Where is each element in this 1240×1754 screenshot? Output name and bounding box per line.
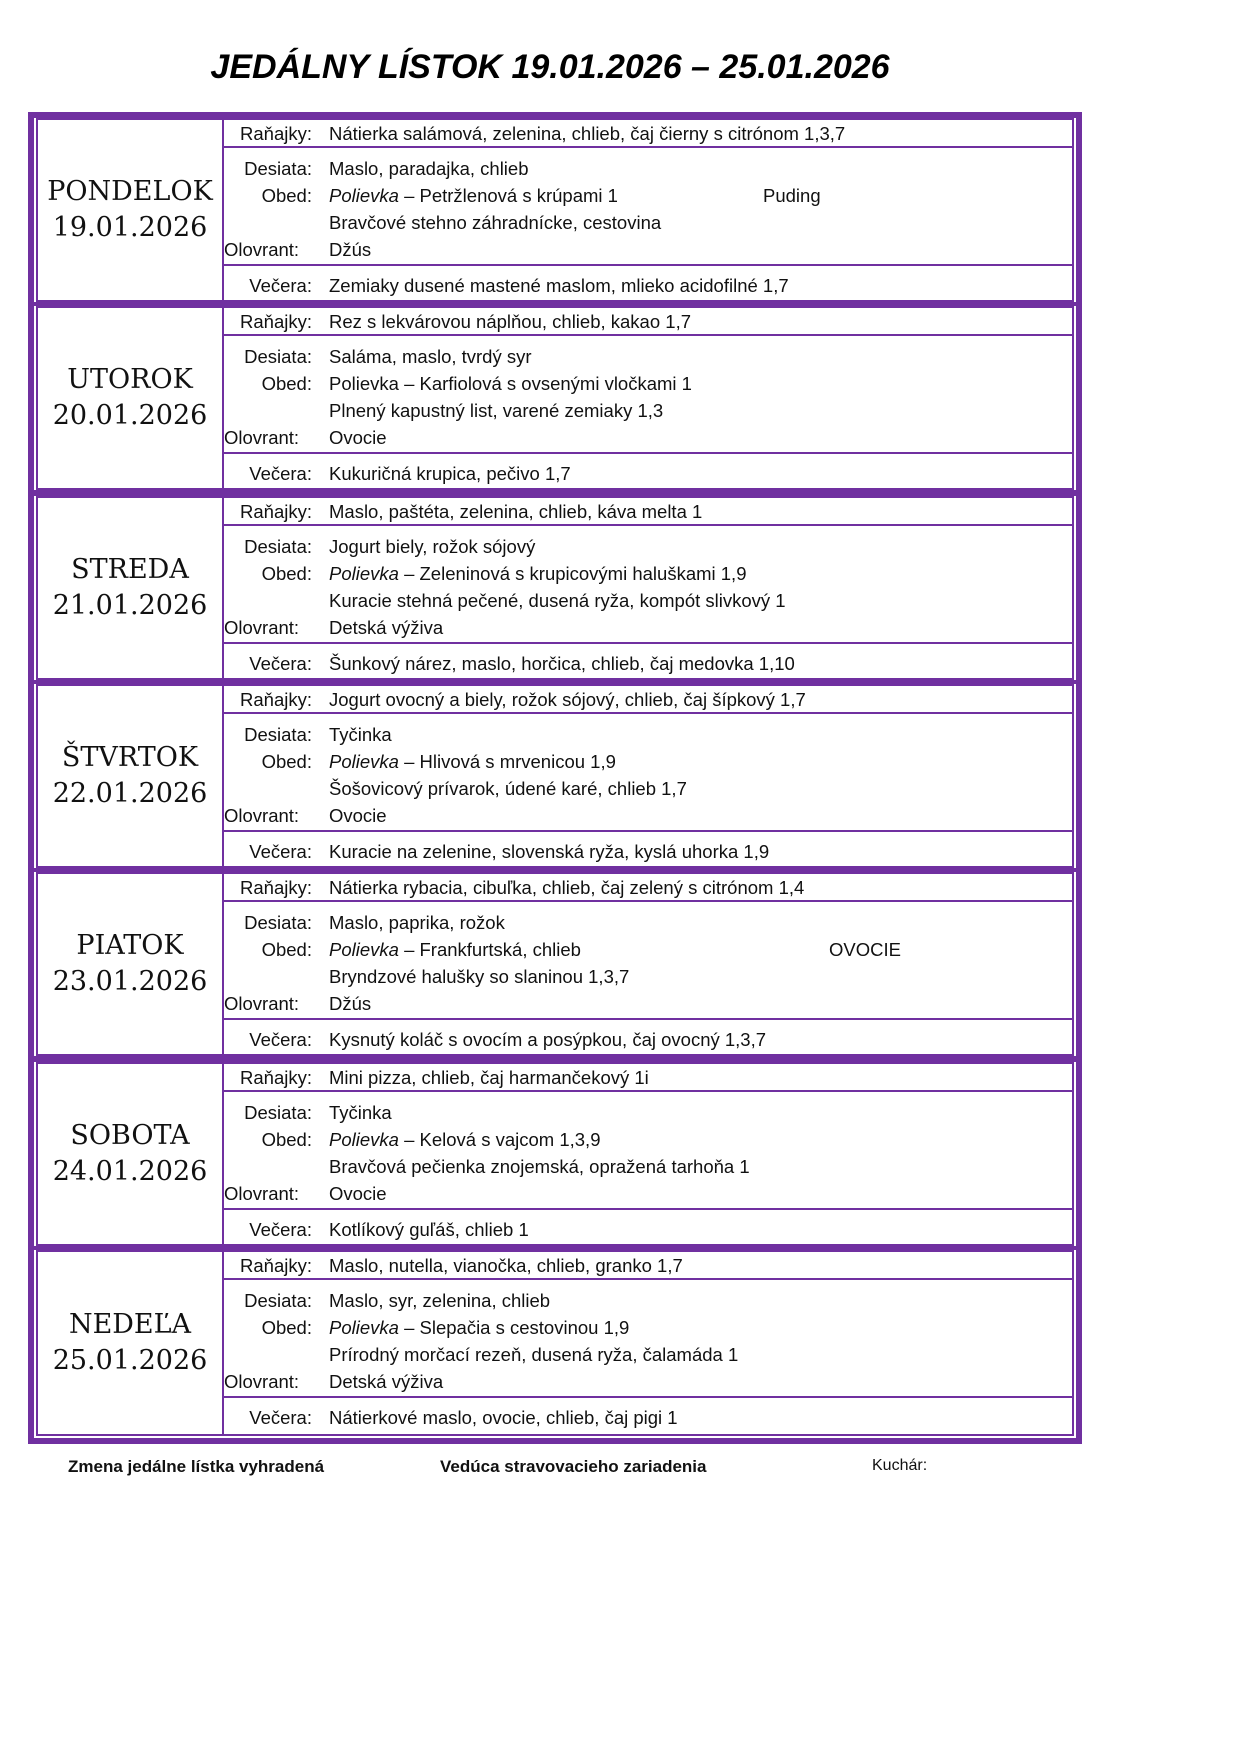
day-date: 23.01.2026 xyxy=(52,966,208,997)
dinner-label: Večera: xyxy=(249,1029,312,1050)
dinner-label: Večera: xyxy=(249,1407,312,1428)
day-cell xyxy=(38,308,224,488)
lunch-row xyxy=(224,714,1072,832)
day-date: 22.01.2026 xyxy=(52,778,208,809)
footer-manager: Vedúca stravovacieho zariadenia xyxy=(440,1457,707,1476)
day-name: NEDEĽA xyxy=(68,1309,192,1340)
breakfast-label: Raňajky: xyxy=(240,123,312,144)
day-name: UTOROK xyxy=(67,364,193,395)
snack-label: Desiata: xyxy=(244,158,312,179)
dinner-value: Kukuričná krupica, pečivo 1,7 xyxy=(329,463,571,484)
breakfast-value: Rez s lekvárovou náplňou, chlieb, kakao 1,7 xyxy=(329,311,691,332)
lunch-soup xyxy=(329,373,692,395)
lunch-main: Prírodný morčací rezeň, dusená ryža, čalamáda 1 xyxy=(329,1344,739,1365)
day-block xyxy=(36,306,1074,490)
dinner-value: Nátierkové maslo, ovocie, chlieb, čaj pigi 1 xyxy=(329,1407,678,1428)
dinner-label: Večera: xyxy=(249,463,312,484)
dinner-row xyxy=(224,266,1072,300)
lunch-soup xyxy=(329,751,616,773)
afternoon-snack-value: Ovocie xyxy=(329,805,387,826)
dinner-label: Večera: xyxy=(249,841,312,862)
soup-name: – Kelová s vajcom 1,3,9 xyxy=(398,1129,601,1150)
afternoon-snack-label: Olovrant: xyxy=(224,427,300,448)
lunch-main: Šošovicový prívarok, údené karé, chlieb 1,7 xyxy=(329,778,687,799)
lunch-row xyxy=(224,1280,1072,1398)
soup-prefix: Polievka xyxy=(329,939,399,960)
day-date: 21.01.2026 xyxy=(52,590,208,621)
breakfast-value: Jogurt ovocný a biely, rožok sójový, chlieb, čaj šípkový 1,7 xyxy=(329,689,806,710)
day-name: PONDELOK xyxy=(47,176,213,207)
meals-cell xyxy=(224,686,1072,866)
soup-name: – Hlivová s mrvenicou 1,9 xyxy=(398,751,616,772)
dinner-label: Večera: xyxy=(249,1219,312,1240)
snack-label: Desiata: xyxy=(244,1102,312,1123)
afternoon-snack-value: Ovocie xyxy=(329,427,387,448)
afternoon-snack-label: Olovrant: xyxy=(224,239,300,260)
meals-cell xyxy=(224,498,1072,678)
lunch-main: Kuracie stehná pečené, dusená ryža, kompót slivkový 1 xyxy=(329,590,786,611)
breakfast-label: Raňajky: xyxy=(240,501,312,522)
lunch-soup xyxy=(329,1317,629,1339)
dinner-value: Kuracie na zelenine, slovenská ryža, kyslá uhorka 1,9 xyxy=(329,841,770,862)
afternoon-snack-value: Džús xyxy=(329,993,372,1014)
meals-cell xyxy=(224,1252,1072,1434)
afternoon-snack-value: Detská výživa xyxy=(329,617,444,638)
lunch-soup xyxy=(329,939,581,961)
day-name: SOBOTA xyxy=(70,1120,190,1151)
lunch-row xyxy=(224,526,1072,644)
day-name: STREDA xyxy=(71,554,189,585)
day-name: PIATOK xyxy=(76,930,184,961)
breakfast-label: Raňajky: xyxy=(240,311,312,332)
snack-value: Maslo, paprika, rožok xyxy=(329,912,505,933)
soup-name: – Slepačia s cestovinou 1,9 xyxy=(398,1317,630,1338)
snack-label: Desiata: xyxy=(244,912,312,933)
lunch-row xyxy=(224,902,1072,1020)
soup-prefix: Polievka xyxy=(329,1129,399,1150)
lunch-label: Obed: xyxy=(261,751,312,772)
day-name: ŠTVRTOK xyxy=(61,742,199,773)
dinner-row xyxy=(224,644,1072,678)
snack-value: Saláma, maslo, tvrdý syr xyxy=(329,346,532,367)
breakfast-row xyxy=(224,1064,1072,1092)
breakfast-row xyxy=(224,498,1072,526)
day-cell xyxy=(38,498,224,678)
snack-label: Desiata: xyxy=(244,1290,312,1311)
day-block xyxy=(36,1062,1074,1246)
dinner-value: Zemiaky dusené mastené maslom, mlieko acidofilné 1,7 xyxy=(329,275,789,296)
dinner-row xyxy=(224,832,1072,866)
day-block xyxy=(36,118,1074,302)
lunch-label: Obed: xyxy=(261,185,312,206)
dinner-row xyxy=(224,1210,1072,1244)
lunch-label: Obed: xyxy=(261,373,312,394)
lunch-label: Obed: xyxy=(261,563,312,584)
soup-name: – Zeleninová s krupicovými haluškami 1,9 xyxy=(398,563,747,584)
meals-cell xyxy=(224,120,1072,300)
lunch-main: Plnený kapustný list, varené zemiaky 1,3 xyxy=(329,400,664,421)
breakfast-row xyxy=(224,1252,1072,1280)
dinner-row xyxy=(224,454,1072,488)
day-cell xyxy=(38,120,224,300)
menu-frame xyxy=(28,112,1082,1444)
afternoon-snack-value: Džús xyxy=(329,239,372,260)
day-block xyxy=(36,872,1074,1056)
soup-prefix: Polievka xyxy=(329,563,399,584)
breakfast-label: Raňajky: xyxy=(240,1255,312,1276)
day-block xyxy=(36,496,1074,680)
breakfast-value: Nátierka salámová, zelenina, chlieb, čaj čierny s citrónom 1,3,7 xyxy=(329,123,846,144)
afternoon-snack-label: Olovrant: xyxy=(224,617,300,638)
day-cell xyxy=(38,874,224,1054)
breakfast-label: Raňajky: xyxy=(240,689,312,710)
breakfast-label: Raňajky: xyxy=(240,877,312,898)
breakfast-row xyxy=(224,308,1072,336)
soup-prefix: Polievka xyxy=(329,751,399,772)
obed-extra: OVOCIE xyxy=(829,939,901,960)
afternoon-snack-label: Olovrant: xyxy=(224,1183,300,1204)
dinner-value: Kysnutý koláč s ovocím a posýpkou, čaj ovocný 1,3,7 xyxy=(329,1029,767,1050)
lunch-label: Obed: xyxy=(261,939,312,960)
obed-extra: Puding xyxy=(763,185,821,206)
afternoon-snack-label: Olovrant: xyxy=(224,805,300,826)
afternoon-snack-value: Detská výživa xyxy=(329,1371,444,1392)
snack-label: Desiata: xyxy=(244,724,312,745)
lunch-label: Obed: xyxy=(261,1129,312,1150)
lunch-label: Obed: xyxy=(261,1317,312,1338)
meals-cell xyxy=(224,1064,1072,1244)
footer-cook: Kuchár: xyxy=(872,1457,928,1474)
lunch-row xyxy=(224,336,1072,454)
day-block xyxy=(36,1250,1074,1436)
meals-cell xyxy=(224,308,1072,488)
soup-name: Polievka – Karfiolová s ovsenými vločkami 1 xyxy=(329,373,692,394)
dinner-label: Večera: xyxy=(249,653,312,674)
page-title: JEDÁLNY LÍSTOK 19.01.2026 – 25.01.2026 xyxy=(210,48,890,86)
day-date: 25.01.2026 xyxy=(52,1345,208,1376)
lunch-main: Bryndzové halušky so slaninou 1,3,7 xyxy=(329,966,630,987)
day-date: 20.01.2026 xyxy=(52,400,208,431)
lunch-soup xyxy=(329,185,618,207)
day-cell xyxy=(38,1064,224,1244)
day-block xyxy=(36,684,1074,868)
dinner-value: Kotlíkový guľáš, chlieb 1 xyxy=(329,1219,529,1240)
footer-note: Zmena jedálne lístka vyhradená xyxy=(68,1457,325,1476)
lunch-soup xyxy=(329,563,746,585)
day-cell xyxy=(38,686,224,866)
lunch-soup xyxy=(329,1129,601,1151)
dinner-label: Večera: xyxy=(249,275,312,296)
breakfast-row xyxy=(224,686,1072,714)
day-cell xyxy=(38,1252,224,1434)
dinner-row xyxy=(224,1398,1072,1434)
menu-table xyxy=(34,118,1076,1438)
snack-value: Jogurt biely, rožok sójový xyxy=(329,536,536,557)
lunch-row xyxy=(224,148,1072,266)
breakfast-row xyxy=(224,874,1072,902)
breakfast-value: Nátierka rybacia, cibuľka, chlieb, čaj zelený s citrónom 1,4 xyxy=(329,877,805,898)
snack-value: Maslo, syr, zelenina, chlieb xyxy=(329,1290,551,1311)
snack-value: Tyčinka xyxy=(329,1102,392,1123)
meals-cell xyxy=(224,874,1072,1054)
soup-prefix: Polievka xyxy=(329,185,399,206)
day-date: 19.01.2026 xyxy=(52,212,208,243)
day-date: 24.01.2026 xyxy=(52,1156,208,1187)
soup-prefix: Polievka xyxy=(329,1317,399,1338)
breakfast-value: Mini pizza, chlieb, čaj harmančekový 1i xyxy=(329,1067,649,1088)
snack-value: Tyčinka xyxy=(329,724,392,745)
afternoon-snack-label: Olovrant: xyxy=(224,993,300,1014)
soup-name: – Petržlenová s krúpami 1 xyxy=(398,185,618,206)
breakfast-value: Maslo, nutella, vianočka, chlieb, granko 1,7 xyxy=(329,1255,683,1276)
breakfast-value: Maslo, paštéta, zelenina, chlieb, káva melta 1 xyxy=(329,501,703,522)
afternoon-snack-label: Olovrant: xyxy=(224,1371,300,1392)
snack-label: Desiata: xyxy=(244,536,312,557)
dinner-row xyxy=(224,1020,1072,1054)
lunch-main: Bravčová pečienka znojemská, opražená tarhoňa 1 xyxy=(329,1156,750,1177)
snack-label: Desiata: xyxy=(244,346,312,367)
soup-name: – Frankfurtská, chlieb xyxy=(398,939,581,960)
breakfast-label: Raňajky: xyxy=(240,1067,312,1088)
breakfast-row xyxy=(224,120,1072,148)
afternoon-snack-value: Ovocie xyxy=(329,1183,387,1204)
dinner-value: Šunkový nárez, maslo, horčica, chlieb, čaj medovka 1,10 xyxy=(329,653,795,674)
lunch-main: Bravčové stehno záhradnícke, cestovina xyxy=(329,212,662,233)
lunch-row xyxy=(224,1092,1072,1210)
snack-value: Maslo, paradajka, chlieb xyxy=(329,158,529,179)
